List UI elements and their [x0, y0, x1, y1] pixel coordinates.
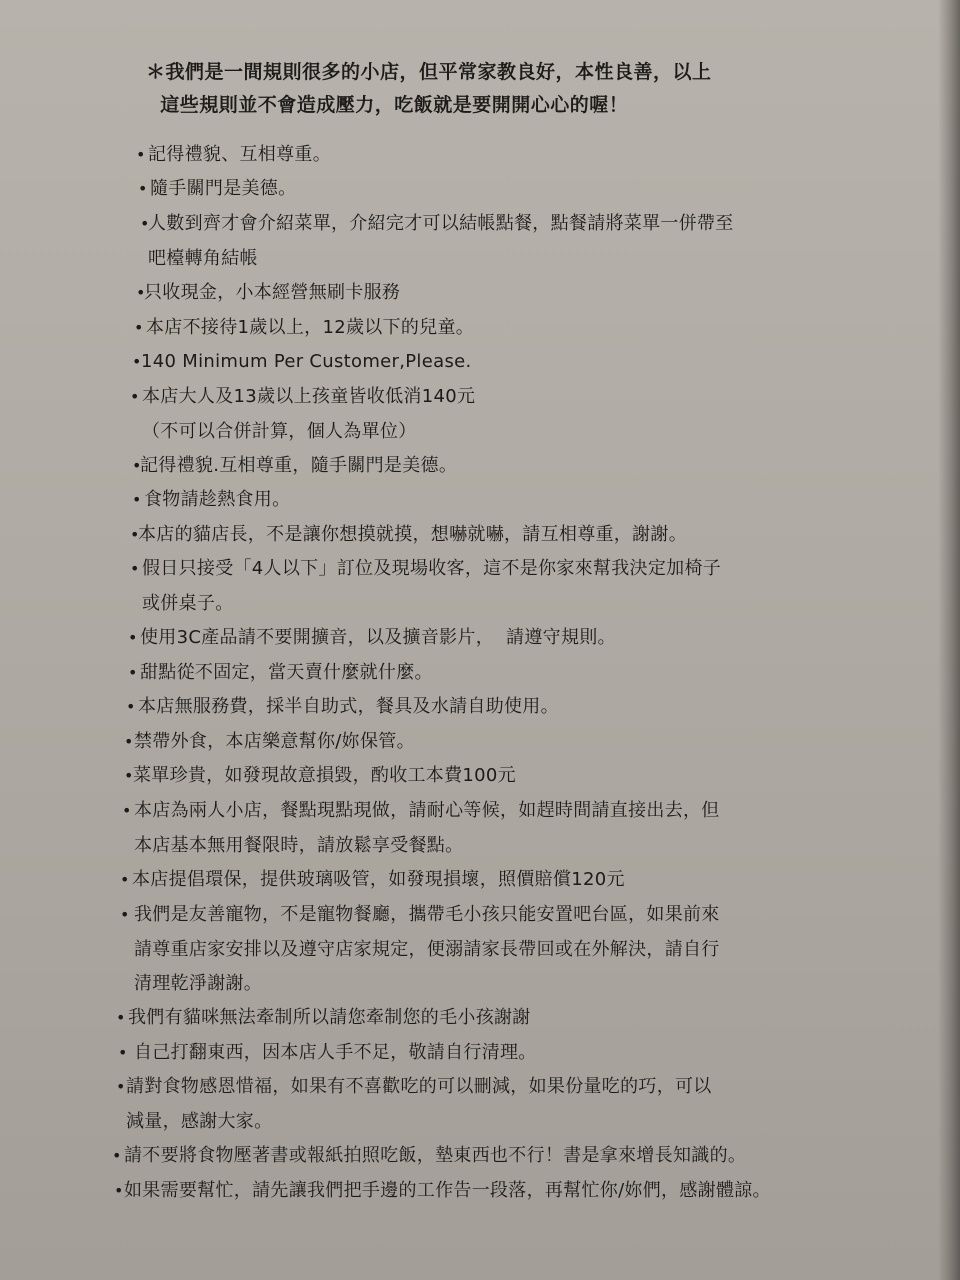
bullet: • [132, 490, 142, 509]
bullet: • [132, 456, 142, 475]
bullet: • [112, 1146, 122, 1165]
rule-text: 只收現金，小本經營無刷卡服務 [144, 282, 401, 303]
rule-text: 甜點從不固定，當天賣什麼就什麼。 [140, 662, 433, 683]
rule-text: 我們是友善寵物，不是寵物餐廳，攜帶毛小孩只能安置吧台區，如果前來 請尊重店家安排以及遵守店家規定，便溺請家長帶回或在外解決，請自行 清理乾淨謝謝。 [134, 904, 720, 995]
bullet: • [136, 283, 146, 302]
bullet: • [114, 1181, 124, 1200]
rule-text: 請對食物感恩惜福，如果有不喜歡吃的可以刪減，如果份量吃的巧，可以 減量，感謝大家。 [126, 1076, 712, 1132]
rule-text: 本店不接待1歲以上，12歲以下的兒童。 [146, 317, 475, 338]
rule-text: 隨手關門是美德。 [150, 178, 297, 199]
rule-text: 使用3C產品請不要開擴音，以及擴音影片， 請遵守規則。 [140, 627, 616, 648]
rule-text: 本店無服務費，採半自助式，餐具及水請自助使用。 [138, 696, 559, 717]
rule-text: 我們有貓咪無法牽制所以請您牽制您的毛小孩謝謝 [128, 1007, 531, 1028]
rule-text: 記得禮貌、互相尊重。 [148, 144, 331, 165]
bullet: • [120, 905, 130, 924]
bullet: • [128, 628, 138, 647]
bullet: • [138, 179, 148, 198]
page-edge-shadow [938, 0, 960, 1280]
bullet: • [130, 525, 140, 544]
rule-text: 如果需要幫忙，請先讓我們把手邊的工作告一段落，再幫忙你/妳們，感謝體諒。 [124, 1180, 771, 1201]
bullet: • [134, 318, 144, 337]
bullet: • [132, 352, 142, 371]
bullet: • [128, 663, 138, 682]
rule-text: 本店提倡環保，提供玻璃吸管，如發現損壞，照價賠償120元 [132, 869, 625, 890]
rule-text: 禁帶外食，本店樂意幫你/妳保管。 [134, 731, 415, 752]
rule-text: 記得禮貌.互相尊重，隨手關門是美德。 [140, 455, 458, 476]
bullet: • [140, 214, 150, 233]
rule-text: 自己打翻東西，因本店人手不足，敬請自行清理。 [134, 1042, 537, 1063]
rule-text: 人數到齊才會介紹菜單，介紹完才可以結帳點餐，點餐請將菜單一併帶至 吧檯轉角結帳 [148, 213, 734, 269]
rule-text: 食物請趁熱食用。 [144, 489, 291, 510]
bullet: • [122, 801, 132, 820]
rule-text: 本店為兩人小店，餐點現點現做，請耐心等候，如趕時間請直接出去，但 本店基本無用餐限時，請放鬆享受餐點。 [134, 800, 720, 856]
bullet: • [120, 870, 130, 889]
bullet: • [130, 387, 140, 406]
rule-text: 本店的貓店長，不是讓你想摸就摸，想嚇就嚇，請互相尊重，謝謝。 [138, 524, 687, 545]
bullet: • [118, 1043, 128, 1062]
rule-text: 假日只接受「4人以下」訂位及現場收客，這不是你家來幫我決定加椅子 或併桌子。 [142, 558, 722, 614]
bullet: • [124, 766, 134, 785]
rule-text: 本店大人及13歲以上孩童皆收低消140元 （不可以合併計算，個人為單位） [142, 386, 476, 442]
rule-text: 140 Minimum Per Customer,Please. [141, 351, 472, 372]
bullet: • [130, 559, 140, 578]
notice-heading: ＊我們是一間規則很多的小店，但平常家教良好，本性良善，以上 這些規則並不會造成壓力，吃飯就是要開開心心的喔！ [146, 61, 712, 116]
rule-text: 菜單珍貴，如發現故意損毀，酌收工本費100元 [133, 765, 516, 786]
bullet: • [124, 732, 134, 751]
rule-text: 請不要將食物壓著書或報紙拍照吃飯，墊東西也不行！書是拿來增長知識的。 [124, 1145, 747, 1166]
bullet: • [126, 697, 136, 716]
bullet: • [116, 1077, 126, 1096]
bullet: • [116, 1008, 126, 1027]
bullet: • [136, 145, 146, 164]
